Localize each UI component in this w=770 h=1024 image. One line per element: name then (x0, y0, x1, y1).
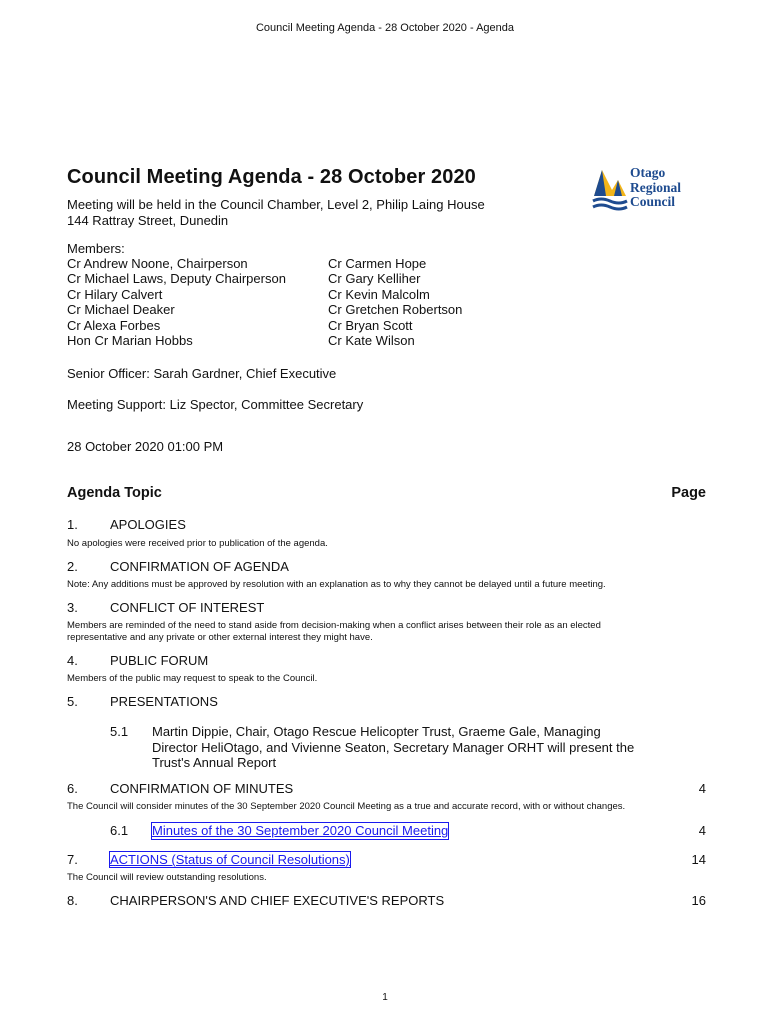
sub-item-page-number: 4 (698, 823, 706, 838)
members-column-1 (67, 256, 286, 348)
item-title: PUBLIC FORUM (110, 653, 209, 668)
item-number: 6. (67, 781, 78, 796)
item-title: CONFIRMATION OF AGENDA (110, 559, 289, 574)
item-page-number: 14 (691, 852, 706, 867)
member-name: Cr Gretchen Robertson (328, 302, 463, 318)
minutes-link[interactable]: Minutes of the 30 September 2020 Council Meeting (152, 823, 449, 838)
item-number: 4. (67, 653, 78, 668)
sub-item-number: 6.1 (110, 823, 129, 838)
item-title: PRESENTATIONS (110, 694, 218, 709)
meeting-datetime: 28 October 2020 01:00 PM (67, 439, 224, 454)
member-name: Cr Kevin Malcolm (328, 286, 430, 302)
item-number: 7. (67, 852, 78, 867)
item-number: 1. (67, 517, 78, 532)
actions-link[interactable]: ACTIONS (Status of Council Resolutions) (110, 852, 350, 867)
member-name: Cr Michael Laws, Deputy Chairperson (67, 271, 286, 287)
item-number: 5. (67, 694, 78, 709)
item-number: 8. (67, 893, 78, 908)
logo-line-2: Regional (630, 179, 682, 195)
agenda-topic-heading: Agenda Topic (67, 485, 162, 501)
member-name: Cr Andrew Noone, Chairperson (67, 256, 248, 271)
logo-mark-icon (592, 166, 628, 214)
otago-regional-council-logo (592, 166, 702, 216)
venue-block (67, 197, 485, 228)
item-number: 3. (67, 600, 78, 615)
venue-line-2: 144 Rattray Street, Dunedin (67, 212, 229, 228)
item-note: Note: Any additions must be approved by resolution with an explanation as to why they cannot be delayed until a future meeting. (67, 579, 606, 590)
member-name: Cr Bryan Scott (328, 317, 413, 333)
page-column-heading: Page (671, 485, 706, 501)
item-note: The Council will consider minutes of the 30 September 2020 Council Meeting as a true and accurate record, with or without changes. (67, 801, 626, 812)
member-name: Cr Hilary Calvert (67, 286, 163, 302)
item-note: Members of the public may request to speak to the Council. (67, 673, 318, 684)
member-name: Cr Carmen Hope (328, 256, 427, 271)
item-note-line: representative and any private or other external interest they might have. (67, 631, 373, 643)
members-column-2 (328, 256, 462, 348)
item-title: CONFLICT OF INTEREST (110, 600, 265, 615)
sub-item-line: Martin Dippie, Chair, Otago Rescue Helicopter Trust, Graeme Gale, Managing (152, 724, 601, 739)
sub-item-number: 5.1 (110, 724, 129, 739)
members-label: Members: (67, 241, 125, 256)
item-note: The Council will review outstanding resolutions. (67, 872, 267, 883)
page-title: Council Meeting Agenda - 28 October 2020 (67, 166, 476, 188)
running-header: Council Meeting Agenda - 28 October 2020 - Agenda (255, 22, 515, 34)
item-note (67, 620, 601, 643)
venue-line-1: Meeting will be held in the Council Chamber, Level 2, Philip Laing House (67, 197, 485, 212)
member-name: Cr Alexa Forbes (67, 317, 161, 333)
item-title: CHAIRPERSON'S AND CHIEF EXECUTIVE'S REPORTS (110, 893, 445, 908)
item-note-line: Members are reminded of the need to stand aside from decision-making when a conflict arises between their role as an elected (67, 620, 601, 631)
member-name: Cr Kate Wilson (328, 332, 415, 348)
sub-item-line: Director HeliOtago, and Vivienne Seaton, Secretary Manager ORHT will present the (152, 739, 635, 755)
item-number: 2. (67, 559, 78, 574)
logo-line-3: Council (630, 194, 676, 209)
logo-line-1: Otago (630, 165, 666, 180)
item-note: No apologies were received prior to publication of the agenda. (67, 538, 328, 549)
item-title: CONFIRMATION OF MINUTES (110, 781, 294, 796)
meeting-support: Meeting Support: Liz Spector, Committee Secretary (67, 397, 364, 412)
member-name: Cr Gary Kelliher (328, 271, 421, 287)
item-title: APOLOGIES (110, 517, 186, 532)
sub-item-line: Trust's Annual Report (152, 755, 277, 770)
senior-officer: Senior Officer: Sarah Gardner, Chief Executive (67, 366, 337, 381)
sub-item-description (152, 724, 634, 771)
item-page-number: 16 (691, 893, 706, 908)
page-number-footer: 1 (382, 992, 388, 1003)
member-name: Cr Michael Deaker (67, 302, 175, 318)
item-page-number: 4 (698, 781, 706, 796)
member-name: Hon Cr Marian Hobbs (67, 332, 193, 348)
